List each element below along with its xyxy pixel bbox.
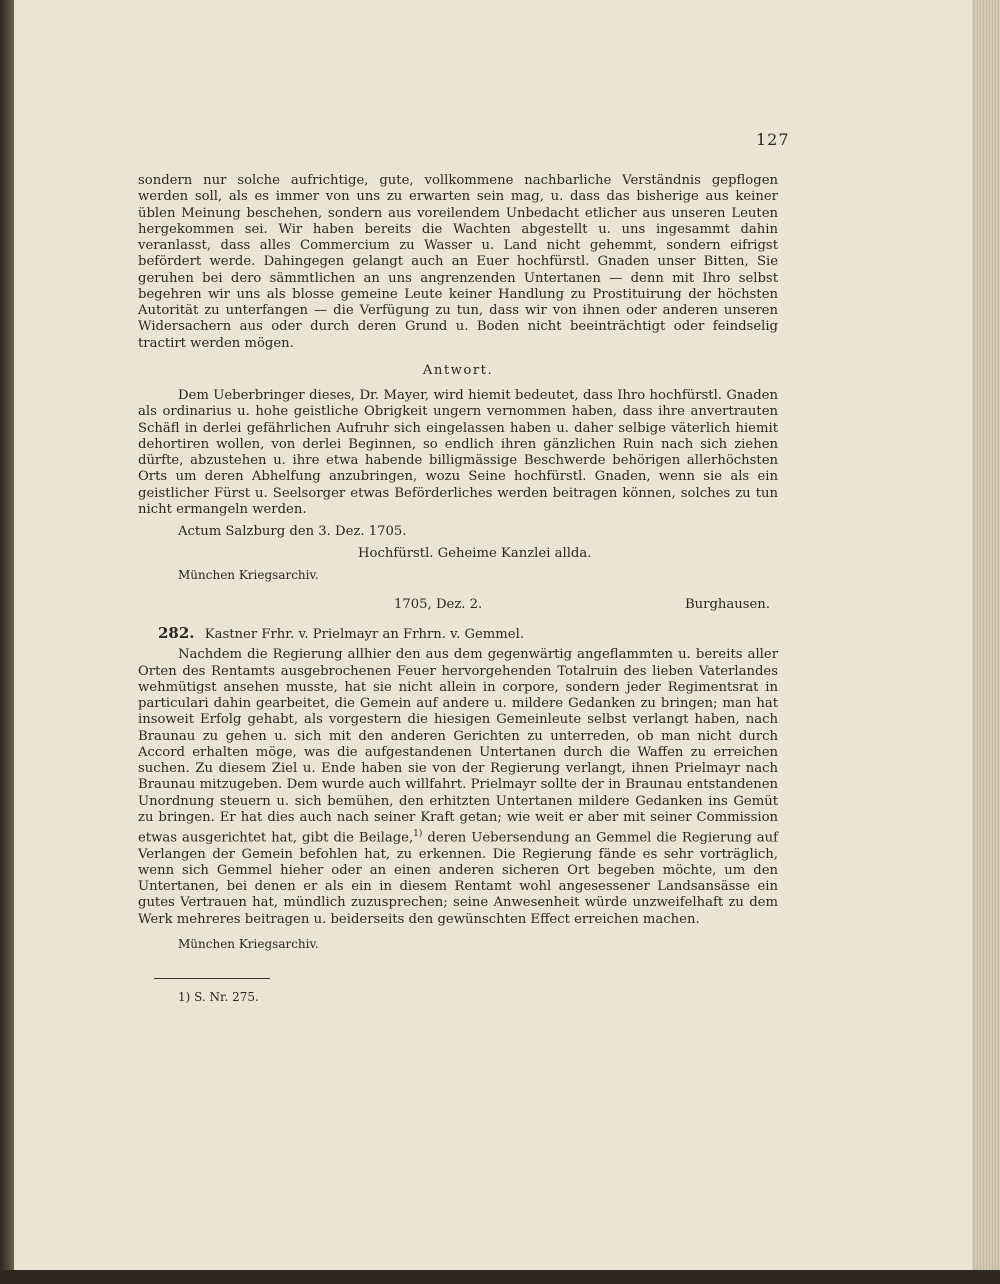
- doc-282-text-part1: Nachdem die Regierung allhier den aus dem gegenwärtig angeflammten u. bereits aller Orten des Rentamts ausgebrochenen Feuer hervorgehenden Totalruin des lieben Vaterlandes wehmütigst ansehen musste, hat sie nicht allein in corpore, sondern jeder Regimentsrat in particulari dahin gearbeitet, die Gemein auf andere u. mildere Gedanken zu bringen; man hat insoweit Erfolg gehabt, als vorgestern die hiesigen Gemeinleute selbst verlangt haben, nach Braunau zu gehen u. sich mit den anderen Gerichten zu unterreden, ob man nicht durch Accord erhalten möge, was die aufgestandenen Untertanen durch die Waffen zu erreichen suchen. Zu diesem Ziel u. Ende haben sie von der Regierung verlangt, ihnen Prielmayr nach Braunau mitzugeben. Dem wurde auch willfahrt. Prielmayr sollte der in Braunau entstandenen Unordnung steuern u. sich bemühen, den erhitzten Untertanen mildere Gedanken ins Gemüt zu bringen. Er hat dies auch nach seiner Kraft getan; wie weit er aber mit seiner Commission etwas ausgerichtet hat, gibt die Beilage,: [138, 647, 778, 846]
- antwort-paragraph: Dem Ueberbringer dieses, Dr. Mayer, wird hiemit bedeutet, dass Ihro hochfürstl. Gnaden als ordinarius u. hohe geistliche Obrigkeit ungern vernommen haben, dass ihre anvertrauten Schäfl in derlei gefährlichen Aufruhr sich eingelassen haben u. daher selbige väterlich hiemit dehortiren wollen, von derlei Beginnen, so endlich ihren gänzlichen Ruin nach sich ziehen dürfte, abzustehen u. ihre etwa habende billigmässige Beschwerde behörigen allerhöchsten Orts um deren Abhelfung anzubringen, wozu Seine hochfürstl. Gnaden, wenn sie als ein geistlicher Fürst u. Seelsorger etwas Beförderliches werden beitragen können, solches zu tun nicht ermangeln werden.: [138, 388, 778, 517]
- doc-282-paragraph: [138, 647, 778, 928]
- antwort-heading: Antwort.: [422, 362, 494, 378]
- antwort-source: München Kriegsarchiv.: [178, 567, 319, 582]
- footnote-reference: 1): [413, 829, 423, 839]
- footnote-divider: [154, 978, 270, 979]
- page-number: 127: [756, 130, 790, 149]
- doc-282-dateline: [138, 597, 778, 613]
- bottom-shadow: [0, 1270, 1000, 1284]
- continued-paragraph: sondern nur solche aufrichtige, gute, vollkommene nachbarliche Verständnis gepflogen werden soll, als es immer von uns zu erwarten sein mag, u. dass das bisherige aus keiner üblen Meinung beschehen, sondern aus voreilendem Unbedacht etlicher aus unseren Leuten hergekommen sei. Wir haben bereits die Wachten abgestellt u. uns ingesammt dahin veranlasst, dass alles Commercium zu Wasser u. Land nicht gehemmt, sondern eifrigst befördert werde. Dahingegen gelangt auch an Euer hochfürstl. Gnaden unser Bitten, Sie geruhen bei dero sämmtlichen an uns angrenzenden Untertanen — denn mit Ihro selbst begehren wir uns als blosse gemeine Leute keiner Handlung zu Prostituirung der höchsten Autorität zu unterfangen — die Verfügung zu tun, dass wir von ihnen oder anderen unseren Widersachern aus oder durch deren Grund u. Boden nicht beeinträchtigt oder feindselig tractirt werden mögen.: [138, 173, 778, 351]
- book-gutter: [0, 0, 14, 1284]
- antwort-signature: Hochfürstl. Geheime Kanzlei allda.: [358, 546, 592, 562]
- doc-282-date: 1705, Dez. 2.: [394, 596, 483, 612]
- doc-282-title: Kastner Frhr. v. Prielmayr an Frhrn. v. Gemmel.: [204, 627, 525, 642]
- book-page: [14, 0, 973, 1270]
- footnote: 1) S. Nr. 275.: [178, 990, 259, 1005]
- page-body: [138, 173, 778, 1005]
- doc-282-text-part2: deren Uebersendung an Gemmel die Regierung auf Verlangen der Gemein befohlen hat, zu erkennen. Die Regierung fände es sehr vorträglich, wenn sich Gemmel hieher oder an einen anderen sicheren Ort begeben möchte, um den Untertanen, bei denen er als ein in diesem Rentamt wohl angesessener Landsansässe ein gutes Vertrauen hat, mündlich zuzusprechen; seine Anwesenheit würde unzweifelhaft zu dem Werk mehreres beitragen u. beiderseits den gewünschten Effect erreichen machen.: [138, 830, 778, 927]
- doc-282-place: Burghausen.: [684, 596, 770, 612]
- doc-282-header: [138, 625, 778, 643]
- antwort-actum: Actum Salzburg den 3. Dez. 1705.: [178, 524, 407, 539]
- doc-282-source: München Kriegsarchiv.: [178, 936, 319, 951]
- doc-282-number: 282.: [158, 624, 195, 642]
- page-edges: [972, 0, 1000, 1284]
